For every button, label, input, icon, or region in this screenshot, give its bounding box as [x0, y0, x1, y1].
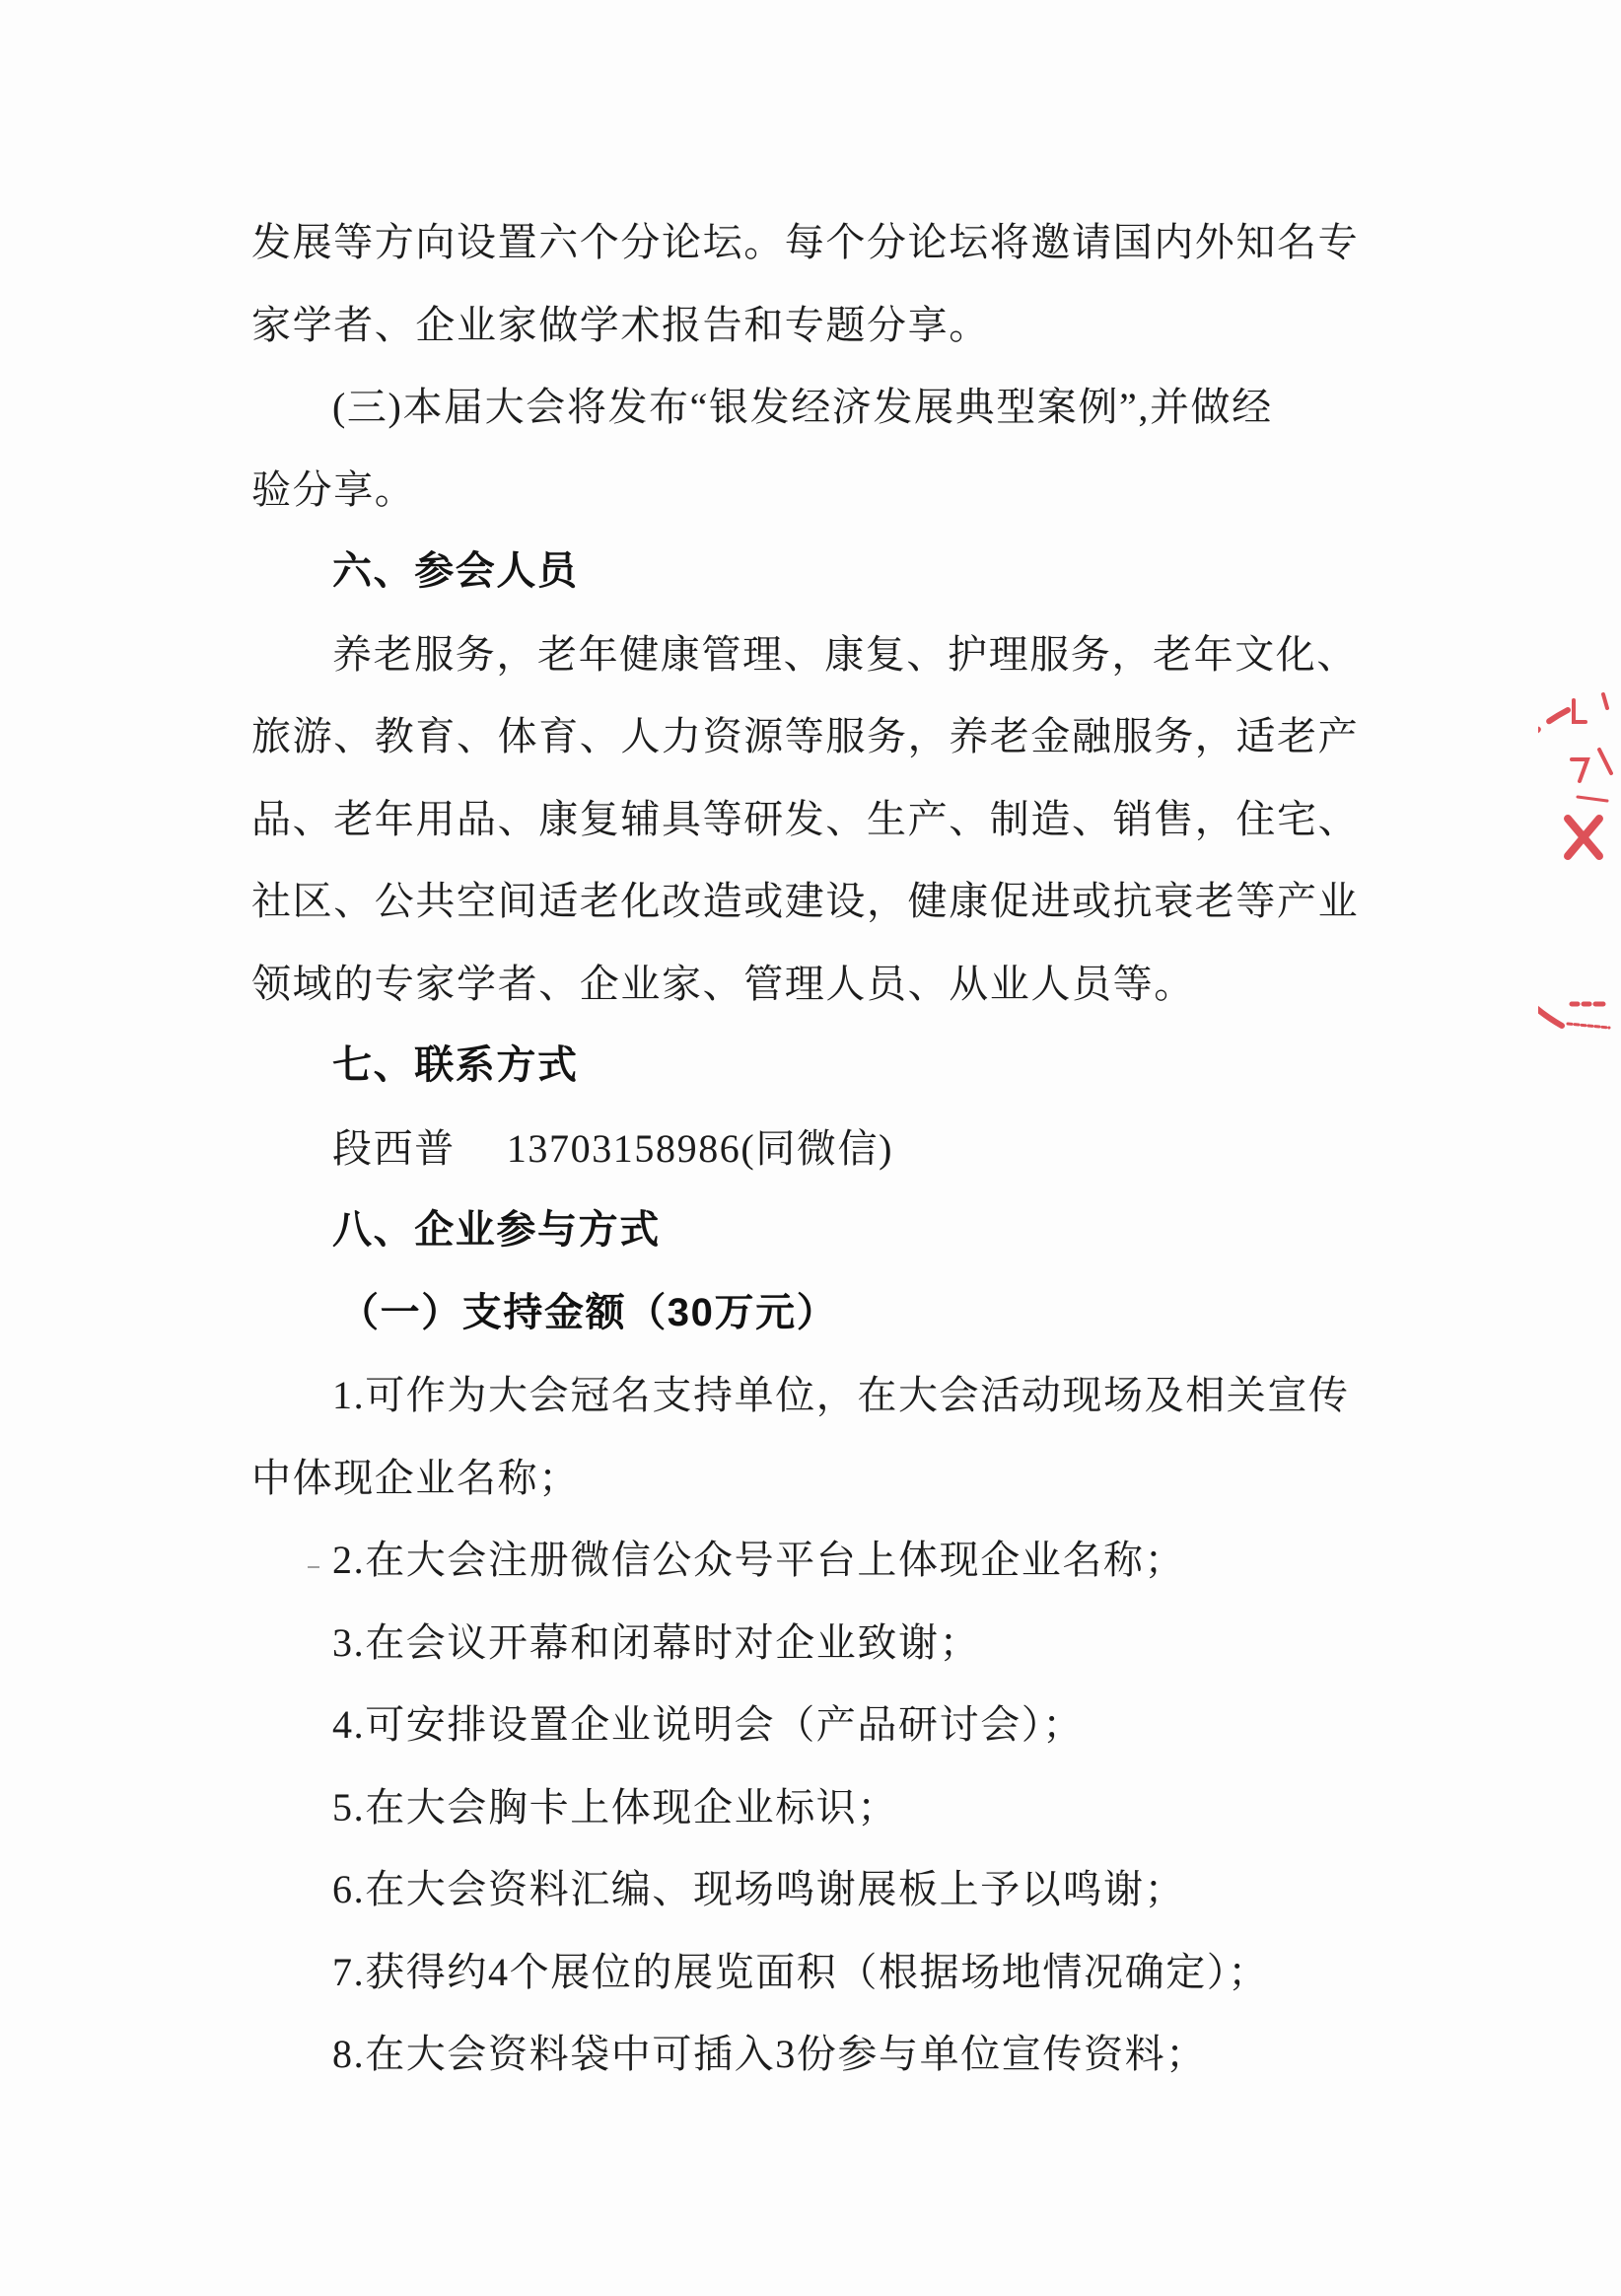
list-item: 3.在会议开幕和闭幕时对企业致谢；	[332, 1619, 981, 1665]
paragraph-line: 验分享。	[251, 466, 416, 512]
seal-stamp-icon	[1538, 671, 1621, 1065]
paragraph-line: 发展等方向设置六个分论坛。每个分论坛将邀请国内外知名专	[251, 220, 1360, 264]
list-item: 7.获得约4个展位的展览面积（根据场地情况确定）；	[332, 1949, 1269, 1994]
section-heading-contact: 七、联系方式	[332, 1043, 579, 1087]
list-item-continuation: 中体现企业名称；	[251, 1455, 580, 1500]
list-item: 2.在大会注册微信公众号平台上体现企业名称；	[332, 1538, 1186, 1582]
list-item: 5.在大会胸卡上体现企业标识；	[332, 1784, 898, 1830]
paragraph-line: (三)本届大会将发布“银发经济发展典型案例”,并做经	[332, 385, 1273, 429]
list-item: 8.在大会资料袋中可插入3份参与单位宣传资料；	[332, 2032, 1207, 2076]
document-body	[0, 201, 1621, 2096]
paragraph-line: 社区、公共空间适老化改造或建设，健康促进或抗衰老等产业	[251, 879, 1360, 923]
list-item: 4.可安排设置企业说明会（产品研讨会）；	[332, 1702, 1084, 1747]
list-item: 1.可作为大会冠名支持单位，在大会活动现场及相关宣传	[332, 1373, 1350, 1417]
paragraph-line: 领域的专家学者、企业家、管理人员、从业人员等。	[251, 961, 1195, 1006]
seal-stamp-graphic	[1538, 671, 1621, 1065]
paragraph-line: 家学者、企业家做学术报告和专题分享。	[251, 302, 990, 347]
contact-name: 段西普	[332, 1125, 456, 1171]
paragraph-line: 养老服务，老年健康管理、康复、护理服务，老年文化、	[332, 631, 1358, 677]
paragraph-line: 旅游、教育、体育、人力资源等服务，养老金融服务，适老产	[251, 714, 1360, 758]
contact-line	[0, 1108, 1621, 1190]
tier-title: （一）支持金额（30万元）	[339, 1290, 838, 1334]
paragraph-line: 品、老年用品、康复辅具等研发、生产、制造、销售，住宅、	[251, 796, 1360, 841]
scan-mark	[308, 1566, 319, 1568]
section-heading-participation: 八、企业参与方式	[332, 1208, 661, 1252]
list-item: 6.在大会资料汇编、现场鸣谢展板上予以鸣谢；	[332, 1867, 1186, 1911]
contact-phone: 13703158986(同微信)	[506, 1125, 894, 1171]
section-heading-attendees: 六、参会人员	[332, 549, 579, 593]
